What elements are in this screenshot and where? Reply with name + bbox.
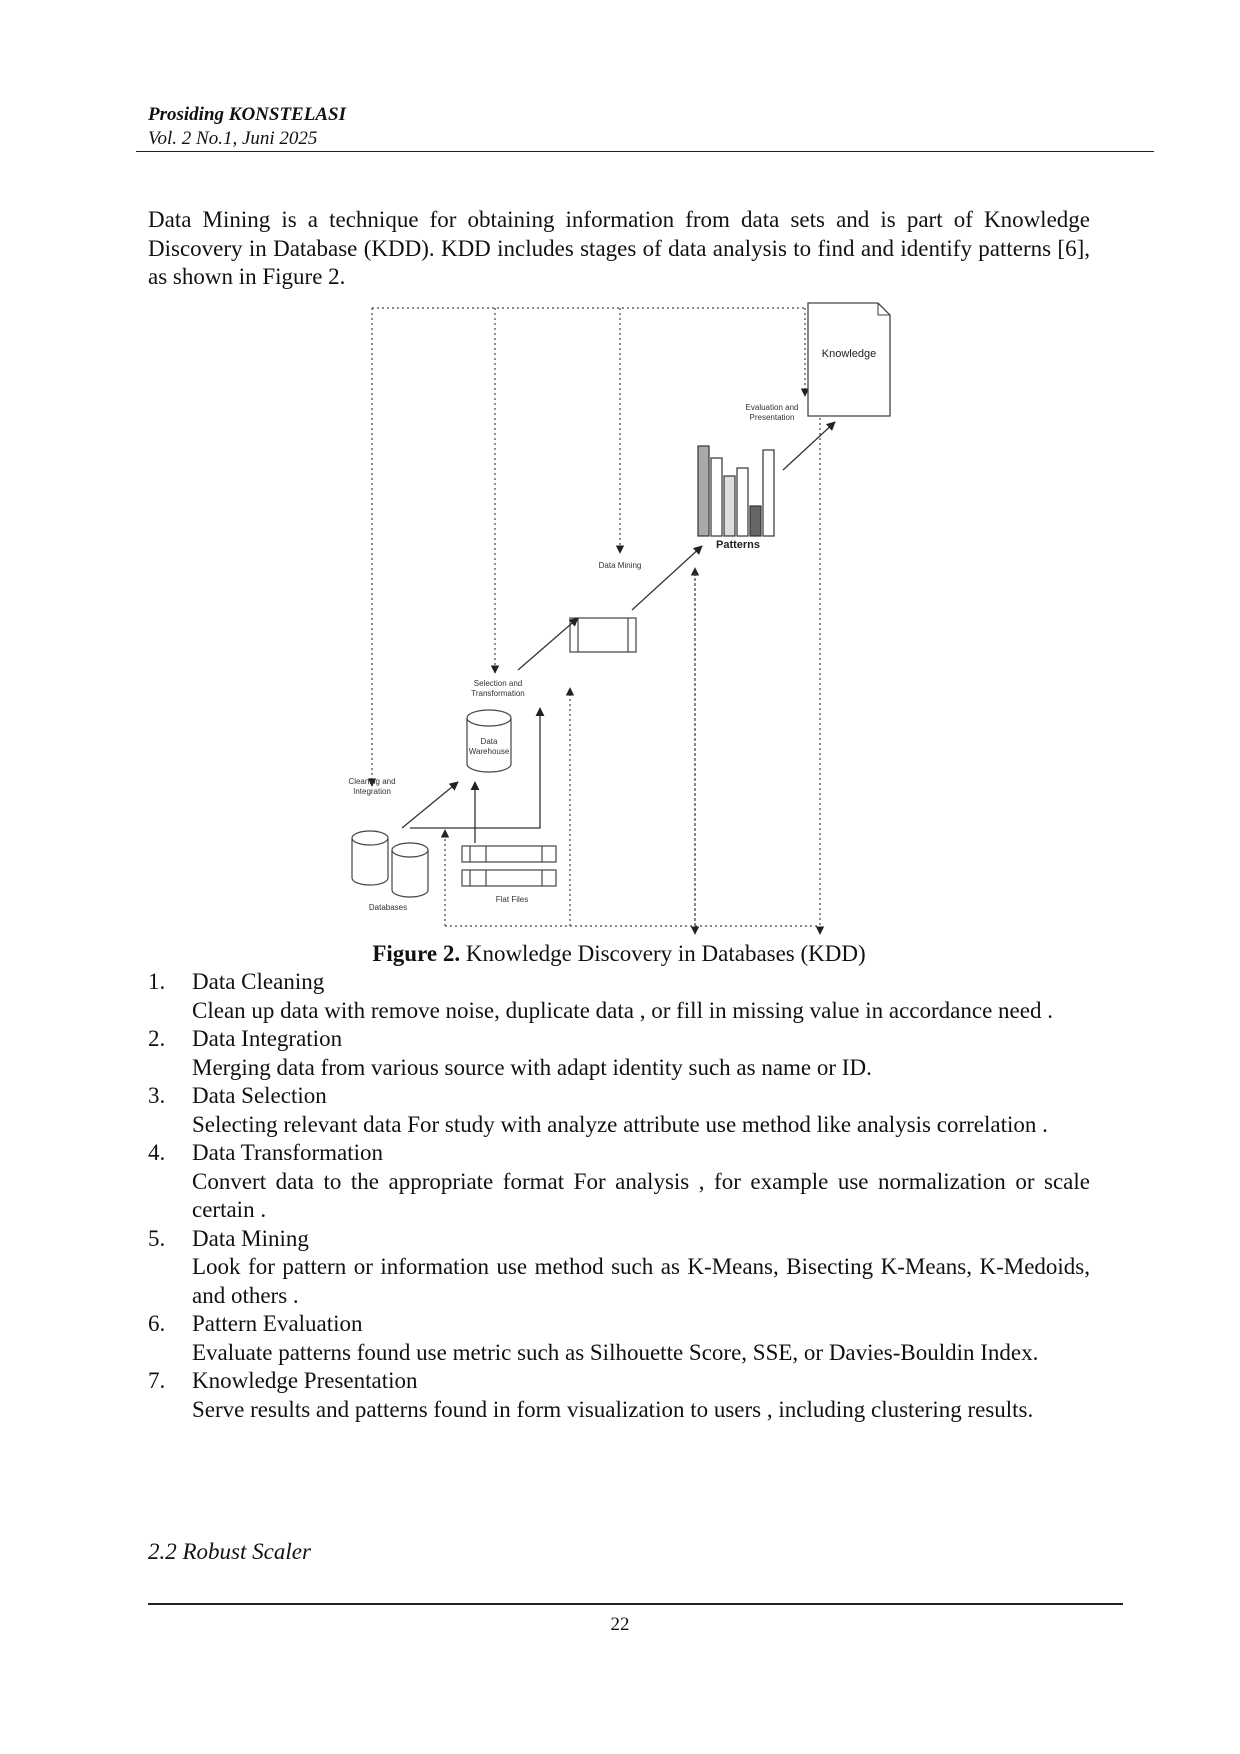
transformed-data-icon [570,618,636,652]
databases-icon [352,831,428,897]
warehouse-label-line1: Data [480,737,498,746]
intro-paragraph: Data Mining is a technique for obtaining information from data sets and is part of Knowledge Discovery in Database (KDD). KDD includes stages of data analysis to find and identify patterns [6], as shown in Figure 2. [148,207,1090,289]
knowledge-label: Knowledge [821,348,877,360]
footer-rule [148,1603,1123,1605]
list-item [148,1025,1090,1082]
arrow-databases-to-warehouse [402,782,458,828]
list-item-number: 6. [148,1311,166,1336]
figure-caption-label: Figure 2. [372,941,461,966]
evaluation-label-line2: Presentation [749,413,795,422]
journal-volume: Vol. 2 No.1, Juni 2025 [148,128,318,149]
list-item-number: 5. [148,1225,166,1251]
list-item [148,968,1090,1025]
list-item [148,1082,1090,1139]
list-item-description: Serve results and patterns found in form visualization to users , including clustering results. [192,1396,1034,1422]
list-item-title: Knowledge Presentation [192,1368,418,1393]
arrow-transformed-to-patterns [632,546,702,610]
figure-caption [148,940,1090,968]
list-item-number: 3. [148,1083,166,1108]
selection-label-line1: Selection and [473,679,523,688]
list-item [148,1139,1090,1225]
list-item [148,1225,1090,1311]
evaluation-label-line1: Evaluation and [745,403,799,412]
list-item-number: 2. [148,1026,166,1051]
list-item-title: Data Selection [192,1083,327,1108]
list-item-number: 4. [148,1140,166,1165]
list-item-number: 1. [148,969,166,994]
header-rule [136,151,1154,152]
kdd-steps-list [148,968,1090,1424]
kdd-diagram [330,298,910,938]
cleaning-label-line1: Cleaning and [348,777,396,786]
list-item-title: Data Mining [192,1225,309,1251]
databases-label: Databases [368,903,408,912]
journal-name: Prosiding KONSTELASI [148,104,346,125]
list-item-description: Convert data to the appropriate format For analysis , for example use normalization or scale certain . [192,1168,1090,1222]
list-item [148,1310,1090,1367]
running-header [148,103,346,151]
arrow-warehouse-to-transformed [518,618,578,670]
section-heading: 2.2 Robust Scaler [148,1539,311,1564]
arrow-patterns-to-knowledge [783,422,835,470]
list-item-description: Look for pattern or information use method such as K-Means, Bisecting K-Means, K-Medoids, and others . [192,1254,1090,1308]
list-item-description: Selecting relevant data For study with analyze attribute use method like analysis correlation . [192,1111,1048,1137]
flat-files-icon [462,846,556,886]
warehouse-label-line2: Warehouse [468,747,510,756]
patterns-chart-icon [698,446,774,536]
cleaning-label-line2: Integration [353,787,391,796]
list-item [148,1367,1090,1424]
patterns-label: Patterns [715,539,761,551]
list-item-number: 7. [148,1368,166,1393]
selection-label-line2: Transformation [471,689,525,698]
data-mining-label: Data Mining [598,561,642,570]
list-item-description: Clean up data with remove noise, duplicate data , or fill in missing value in accordance need . [192,997,1053,1023]
list-item-title: Data Integration [192,1026,343,1051]
list-item-title: Pattern Evaluation [192,1311,363,1336]
page-number: 22 [610,1614,630,1635]
list-item-title: Data Cleaning [192,969,325,994]
figure-caption-text: Knowledge Discovery in Databases (KDD) [460,941,866,966]
list-item-description: Merging data from various source with adapt identity such as name or ID. [192,1054,872,1080]
list-item-title: Data Transformation [192,1140,384,1165]
flat-files-label: Flat Files [495,895,529,904]
list-item-description: Evaluate patterns found use metric such as Silhouette Score, SSE, or Davies-Bouldin Index. [192,1339,1039,1365]
